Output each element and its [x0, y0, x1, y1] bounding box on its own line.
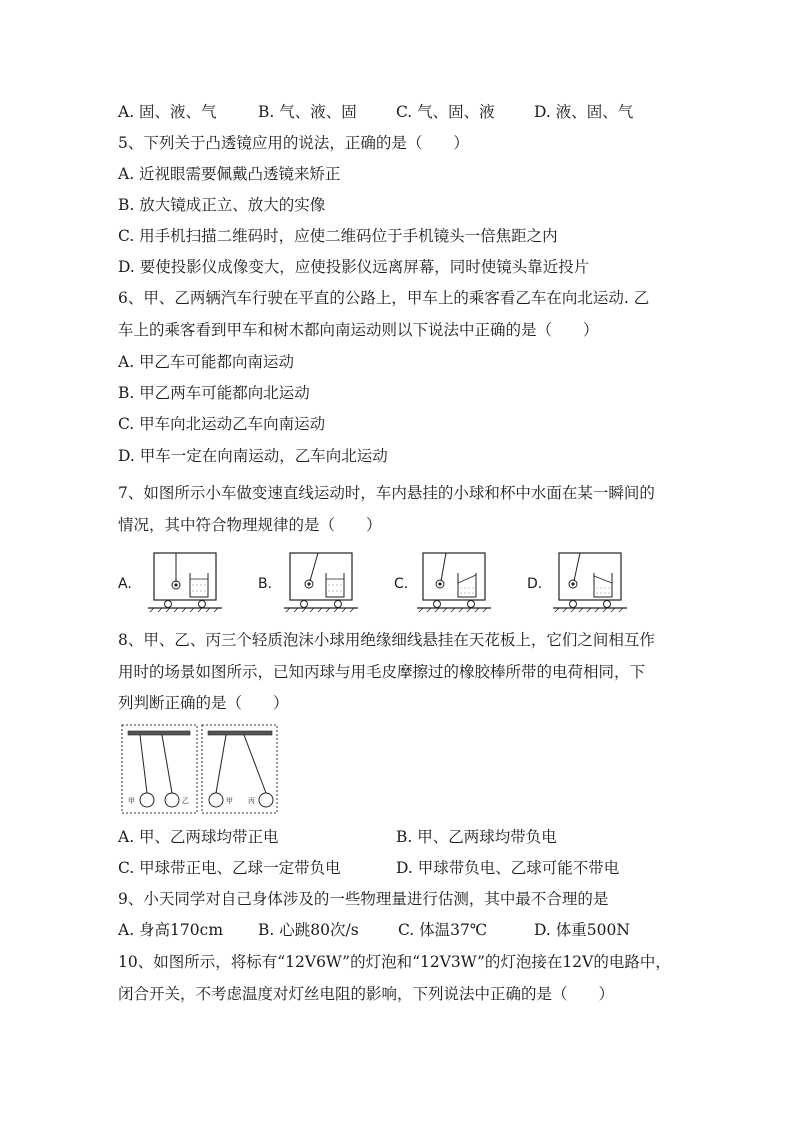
q5-stem: 5、下列关于凸透镜应用的说法，正确的是（ ） — [118, 134, 469, 152]
q8-option-a: A. 甲、乙两球均带正电 — [118, 828, 279, 846]
q9-option-b: B. 心跳80次/s — [258, 921, 359, 939]
q4-option-c: C. 气、固、液 — [396, 103, 495, 121]
q7-label-d: D. — [527, 576, 543, 592]
q9-stem: 9、小天同学对自己身体涉及的一些物理量进行估测，其中最不合理的是 — [118, 890, 609, 908]
q8-label-bing: 丙 — [248, 797, 255, 805]
q10-stem-line1: 10、如图所示，将标有“12V6W”的灯泡和“12V3W”的灯泡接在12V的电路中， — [118, 953, 671, 971]
q8-stem-line1: 8、甲、乙、丙三个轻质泡沫小球用绝缘细线悬挂在天花板上，它们之间相互作 — [118, 631, 655, 649]
q8-label-jia-2: 甲 — [226, 797, 233, 805]
q7-car-a — [118, 553, 222, 612]
q8-panel-left — [122, 725, 197, 813]
q7-stem-line2: 情况，其中符合物理规律的是（ ） — [118, 516, 382, 534]
q5-option-d: D. 要使投影仪成像变大，应使投影仪远离屏幕，同时使镜头靠近投片 — [118, 258, 590, 276]
q4-option-a: A. 固、液、气 — [118, 103, 217, 121]
q4-option-d: D. 液、固、气 — [534, 103, 634, 121]
q10-stem-line2: 闭合开关，不考虑温度对灯丝电阻的影响，下列说法中正确的是（ ） — [118, 985, 615, 1003]
q6-option-d: D. 甲车一定在向南运动，乙车向北运动 — [118, 447, 388, 465]
q9-option-d: D. 体重500N — [534, 921, 630, 939]
q6-stem-line2: 车上的乘客看到甲车和树木都向南运动则以下说法中正确的是（ ） — [118, 321, 599, 339]
q8-label-yi: 乙 — [182, 797, 189, 805]
q8-figure — [120, 723, 280, 815]
q7-label-c: C. — [394, 576, 409, 592]
q6-option-a: A. 甲乙车可能都向南运动 — [118, 353, 295, 371]
q6-stem-line1: 6、甲、乙两辆汽车行驶在平直的公路上，甲车上的乘客看乙车在向北运动. 乙 — [118, 289, 650, 307]
q7-figure — [118, 545, 638, 615]
q5-option-a: A. 近视眼需要佩戴凸透镜来矫正 — [118, 165, 341, 183]
q7-car-c — [394, 553, 491, 612]
q7-label-b: B. — [258, 576, 273, 592]
q4-option-b: B. 气、液、固 — [258, 103, 357, 121]
q5-option-b: B. 放大镜成正立、放大的实像 — [118, 196, 326, 214]
q6-option-c: C. 甲车向北运动乙车向南运动 — [118, 415, 326, 433]
q7-car-d — [527, 553, 627, 612]
q5-option-c: C. 用手机扫描二维码时，应使二维码位于手机镜头一倍焦距之内 — [118, 227, 558, 245]
q8-option-d: D. 甲球带负电、乙球可能不带电 — [396, 859, 620, 877]
q9-option-a: A. 身高170cm — [118, 921, 224, 939]
q6-option-b: B. 甲乙两车可能都向北运动 — [118, 384, 310, 402]
q7-car-b — [258, 553, 358, 612]
q8-option-c: C. 甲球带正电、乙球一定带负电 — [118, 859, 341, 877]
q9-option-c: C. 体温37℃ — [398, 921, 488, 939]
q8-option-b: B. 甲、乙两球均带负电 — [396, 828, 557, 846]
q7-stem-line1: 7、如图所示小车做变速直线运动时，车内悬挂的小球和杯中水面在某一瞬间的 — [118, 484, 655, 502]
q8-stem-line2: 用时的场景如图所示，已知丙球与用毛皮摩擦过的橡胶棒所带的电荷相同，下 — [118, 663, 646, 681]
q8-panel-right — [202, 725, 277, 813]
q8-label-jia-1: 甲 — [128, 797, 135, 805]
q7-label-a: A. — [118, 576, 132, 592]
q8-stem-line3: 列判断正确的是（ ） — [118, 694, 289, 712]
